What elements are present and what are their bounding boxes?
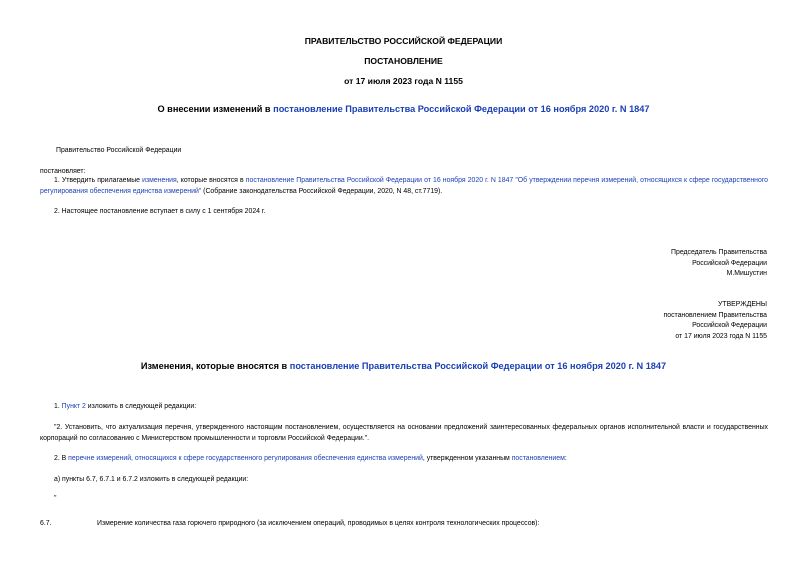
approved-line-4: от 17 июля 2023 года N 1155 bbox=[675, 332, 767, 340]
change-2-link-decree[interactable]: постановлением bbox=[511, 455, 565, 462]
decrees-word: постановляет: bbox=[40, 168, 86, 175]
change-1-a: 1. bbox=[54, 403, 62, 410]
approved-block bbox=[664, 300, 768, 342]
change-2-c: : bbox=[564, 455, 567, 462]
table-row-text: Измерение количества газа горючего природного (за исключением операций, проводимых в целях контроля технологических процессов): bbox=[97, 520, 540, 527]
document-type: ПОСТАНОВЛЕНИЕ bbox=[364, 56, 443, 66]
change-2-a: 2. В bbox=[54, 455, 69, 462]
signature-block bbox=[671, 248, 767, 280]
p1-link-changes[interactable]: изменения bbox=[142, 177, 177, 184]
change-1-b: изложить в следующей редакции: bbox=[85, 403, 197, 410]
change-2-b: , утвержденном указанным bbox=[422, 455, 512, 462]
approved-line-2: постановлением Правительства bbox=[663, 311, 767, 319]
p1-text-b: , которые вносятся в bbox=[176, 177, 246, 184]
approved-line-3: Российской Федерации bbox=[692, 322, 767, 329]
change-2-link-list[interactable]: перечне измерений, относящихся к сфере государственного регулирования обеспечения единства измерений bbox=[68, 455, 423, 462]
change-1-quote: "2. Установить, что актуализация перечня, утвержденного настоящим постановлением, осуществляется на основании предложений заинтересованных федеральных органов исполнительной власти и государственных корпораций по согласованию с Министерством промышленности и торговли Российской Федерации.". bbox=[40, 424, 768, 442]
title-link[interactable]: постановление Правительства Российской Федерации от 16 ноября 2020 г. N 1847 bbox=[273, 104, 650, 114]
change-2 bbox=[54, 454, 567, 465]
change-1 bbox=[54, 402, 196, 413]
table-row-number: 6.7. bbox=[40, 520, 52, 527]
quote-mark: " bbox=[54, 495, 57, 502]
government-header: ПРАВИТЕЛЬСТВО РОССИЙСКОЙ ФЕДЕРАЦИИ bbox=[304, 36, 503, 46]
signature-line-2: Российской Федерации bbox=[692, 259, 767, 267]
p1-text-a: 1. Утвердить прилагаемые bbox=[54, 177, 143, 184]
paragraph-1 bbox=[40, 176, 768, 197]
change-1-link[interactable]: Пункт 2 bbox=[61, 403, 86, 410]
paragraph-2: 2. Настоящее постановление вступает в силу с 1 сентября 2024 г. bbox=[54, 208, 266, 215]
approved-line-1: УТВЕРЖДЕНЫ bbox=[718, 301, 767, 308]
p1-link-decree[interactable]: постановление Правительства Российской Федерации от 16 ноября 2020 г. N 1847 "Об утверждении перечня измерений, относящихся к сфере государственного регулирования обеспечения единства измерений" bbox=[40, 177, 769, 195]
changes-title-prefix: Изменения, которые вносятся в bbox=[140, 361, 290, 371]
p1-text-c: (Собрание законодательства Российской Федерации, 2020, N 48, ст.7719). bbox=[201, 187, 443, 195]
changes-title-link[interactable]: постановление Правительства Российской Федерации от 16 ноября 2020 г. N 1847 bbox=[289, 361, 667, 371]
government-name: Правительство Российской Федерации bbox=[56, 147, 182, 154]
signature-line-1: Председатель Правительства bbox=[671, 249, 767, 256]
signature-line-3: М.Мишустин bbox=[726, 270, 767, 277]
title-prefix: О внесении изменений в bbox=[157, 104, 274, 114]
document-date: от 17 июля 2023 года N 1155 bbox=[344, 76, 463, 86]
changes-title bbox=[0, 361, 807, 371]
change-2-sub-a: а) пункты 6.7, 6.7.1 и 6.7.2 изложить в следующей редакции: bbox=[54, 476, 249, 483]
document-title bbox=[0, 104, 807, 114]
